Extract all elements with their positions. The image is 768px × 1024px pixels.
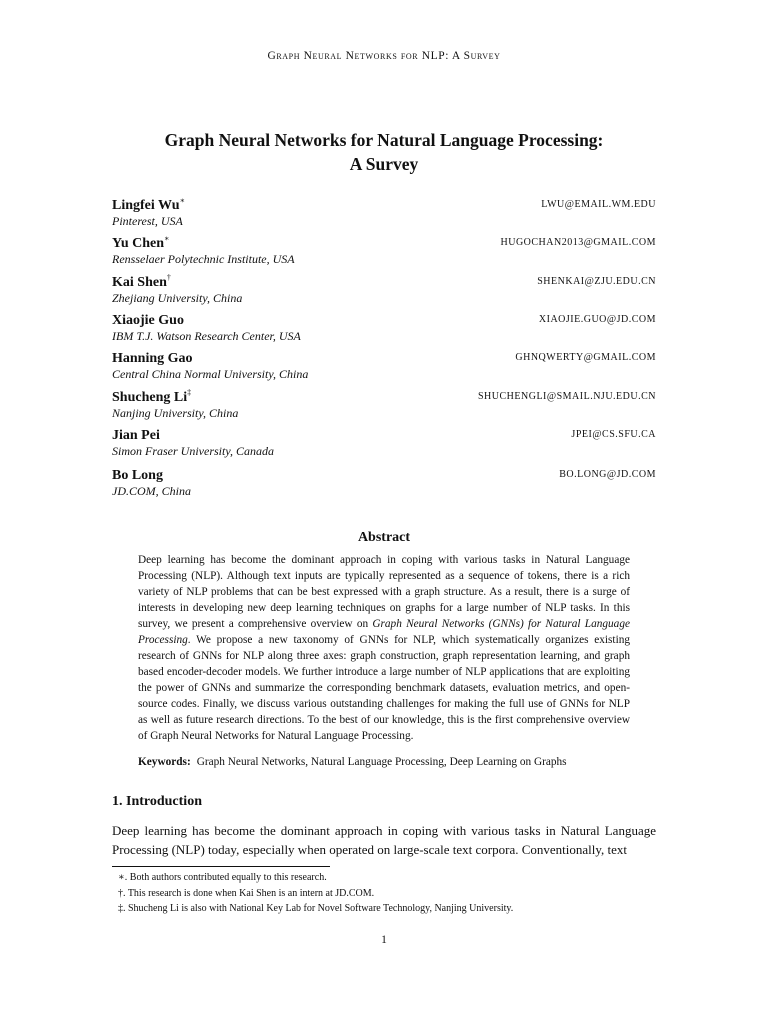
keywords-text: Graph Neural Networks, Natural Language Processing, Deep Learning on Graphs bbox=[196, 756, 567, 768]
author-affiliation: Rensselaer Polytechnic Institute, USA bbox=[112, 252, 295, 266]
author-name: Shucheng Li‡ bbox=[112, 388, 192, 405]
author-name: Kai Shen† bbox=[112, 273, 171, 290]
running-head: Graph Neural Networks for NLP: A Survey bbox=[267, 50, 501, 62]
author-block bbox=[112, 388, 656, 424]
abstract-emphasis: Graph Neural Networks (GNNs) for Natural Language Processing bbox=[138, 618, 630, 646]
author-name: Hanning Gao bbox=[112, 351, 193, 366]
author-mark: † bbox=[166, 273, 171, 282]
author-email: BO.LONG@JD.COM bbox=[559, 469, 656, 480]
section-heading: 1. Introduction bbox=[112, 794, 202, 809]
author-affiliation: Pinterest, USA bbox=[112, 214, 183, 228]
keywords bbox=[138, 756, 630, 768]
abstract-body bbox=[138, 552, 630, 744]
author-email: GHNQWERTY@GMAIL.COM bbox=[515, 352, 656, 363]
author-name: Lingfei Wu∗ bbox=[112, 196, 185, 213]
author-affiliation: JD.COM, China bbox=[112, 484, 191, 498]
author-email: SHENKAI@ZJU.EDU.CN bbox=[537, 276, 656, 287]
author-name: Xiaojie Guo bbox=[112, 313, 184, 328]
abstract-paragraph: Deep learning has become the dominant approach in coping with various tasks in Natural Language Processing (NLP). Although text inputs are typically represented as a sequence of tokens, there is a rich variety of NLP problems that can be best expressed with a graph structure. As a result, there is a surge of interests in developing new deep learning techniques on graphs for a large number of NLP tasks. In this survey, we present a comprehensive overview on Graph Neural Networks (GNNs) for Natural Language Processing. We propose a new taxonomy of GNNs for NLP, which systematically organizes existing research of GNNs for NLP along three axes: graph construction, graph representation learning, and graph based encoder-decoder models. We further introduce a large number of NLP applications that are exploiting the power of GNNs and summarize the corresponding benchmark datasets, evaluation metrics, and open-source codes. Finally, we discuss various outstanding challenges for making the full use of GNNs for NLP as well as future research directions. To the best of our knowledge, this is the first comprehensive overview of Graph Neural Networks for Natural Language Processing. bbox=[138, 554, 630, 742]
abstract-heading: Abstract bbox=[357, 530, 411, 545]
author-block bbox=[112, 234, 656, 270]
author-affiliation: Simon Fraser University, Canada bbox=[112, 444, 274, 458]
author-block bbox=[112, 196, 656, 232]
author-name: Bo Long bbox=[112, 468, 163, 483]
author-email: SHUCHENGLI@SMAIL.NJU.EDU.CN bbox=[478, 391, 656, 402]
author-affiliation: Nanjing University, China bbox=[112, 406, 239, 420]
author-mark: ∗ bbox=[179, 196, 185, 205]
keywords-label: Keywords: bbox=[138, 756, 191, 768]
paper-title bbox=[0, 128, 768, 176]
author-email: JPEI@CS.SFU.CA bbox=[571, 429, 656, 440]
intro-paragraph: Deep learning has become the dominant approach in coping with various tasks in Natural Language Processing (NLP) today, especially when operated on large-scale text corpora. Conventionally, text bbox=[112, 823, 656, 857]
author-affiliation: Zhejiang University, China bbox=[112, 291, 243, 305]
author-mark: ‡ bbox=[187, 388, 192, 397]
title-line-2: A Survey bbox=[349, 154, 419, 174]
author-block bbox=[112, 273, 656, 309]
author-email: HUGOCHAN2013@GMAIL.COM bbox=[500, 237, 656, 248]
footnote: ‡. Shucheng Li is also with National Key Lab for Novel Software Technology, Nanjing University. bbox=[118, 903, 514, 914]
footnote: ∗. Both authors contributed equally to this research. bbox=[118, 872, 327, 883]
author-mark: ∗ bbox=[164, 234, 170, 243]
author-block bbox=[112, 311, 656, 347]
author-name: Yu Chen∗ bbox=[112, 234, 170, 251]
author-email: LWU@EMAIL.WM.EDU bbox=[541, 199, 656, 210]
title-line-1: Graph Neural Networks for Natural Language Processing: bbox=[164, 130, 604, 150]
footnotes bbox=[118, 870, 513, 917]
author-affiliation: Central China Normal University, China bbox=[112, 367, 309, 381]
author-block bbox=[112, 349, 656, 385]
page-number: 1 bbox=[381, 934, 387, 946]
author-name: Jian Pei bbox=[112, 428, 160, 443]
author-block bbox=[112, 466, 656, 502]
author-email: XIAOJIE.GUO@JD.COM bbox=[538, 314, 656, 325]
author-affiliation: IBM T.J. Watson Research Center, USA bbox=[112, 329, 301, 343]
footnote-rule bbox=[112, 866, 330, 867]
author-block bbox=[112, 426, 656, 462]
footnote: †. This research is done when Kai Shen is an intern at JD.COM. bbox=[118, 887, 375, 899]
